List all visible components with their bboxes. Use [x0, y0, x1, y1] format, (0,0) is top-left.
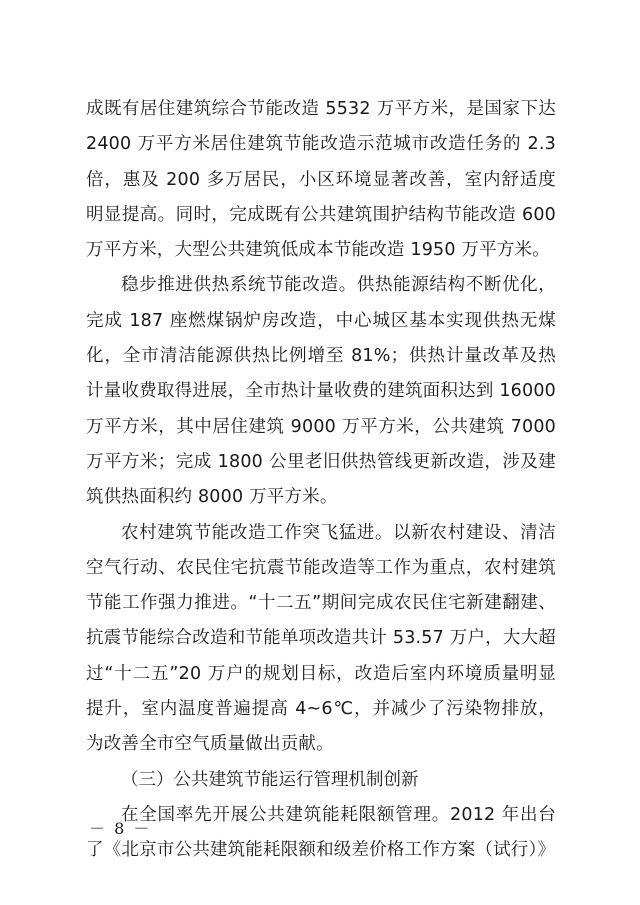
section-heading: （三）公共建筑节能运行管理机制创新 — [121, 769, 419, 790]
paragraph-residential-retrofit: 成既有居住建筑综合节能改造 5532 万平方米，是国家下达 2400 万平方米居住建筑节能改造示范城市改造任务的 2.3 倍，惠及 200 多万居民，小区环境显著改善，室内舒适度明显提高。同时，完成既有公共建筑围护结构节能改造 600 万平方米，大型公共建筑低成本节能改造 1950 万平方米。 — [86, 99, 556, 261]
document-page — [86, 92, 556, 869]
paragraph-energy-quota: 在全国率先开展公共建筑能耗限额管理。2012 年出台了《北京市公共建筑能耗限额和级差价格工作方案（试行）》 — [86, 804, 556, 861]
paragraph-heating-retrofit: 稳步推进供热系统节能改造。供热能源结构不断优化，完成 187 座燃煤锅炉房改造，中心城区基本实现供热无煤化，全市清洁能源供热比例增至 81%；供热计量改革及热计量收费取得进展，全市热计量收费的建筑面积达到 16000 万平方米，其中居住建筑 9000 万平方米，公共建筑 7000 万平方米；完成 1800 公里老旧供热管线更新改造，涉及建筑供热面积约 8000 万平方米。 — [86, 275, 556, 508]
page-number: － 8 － — [89, 819, 152, 838]
paragraph-rural-retrofit: 农村建筑节能改造工作突飞猛进。以新农村建设、清洁空气行动、农民住宅抗震节能改造等工作为重点，农村建筑节能工作强力推进。“十二五”期间完成农民住宅新建翻建、抗震节能综合改造和节能单项改造共计 53.57 万户，大大超过“十二五”20 万户的规划目标，改造后室内环境质量明显提升，室内温度普遍提高 4~6℃，并减少了污染物排放，为改善全市空气质量做出贡献。 — [86, 522, 556, 755]
